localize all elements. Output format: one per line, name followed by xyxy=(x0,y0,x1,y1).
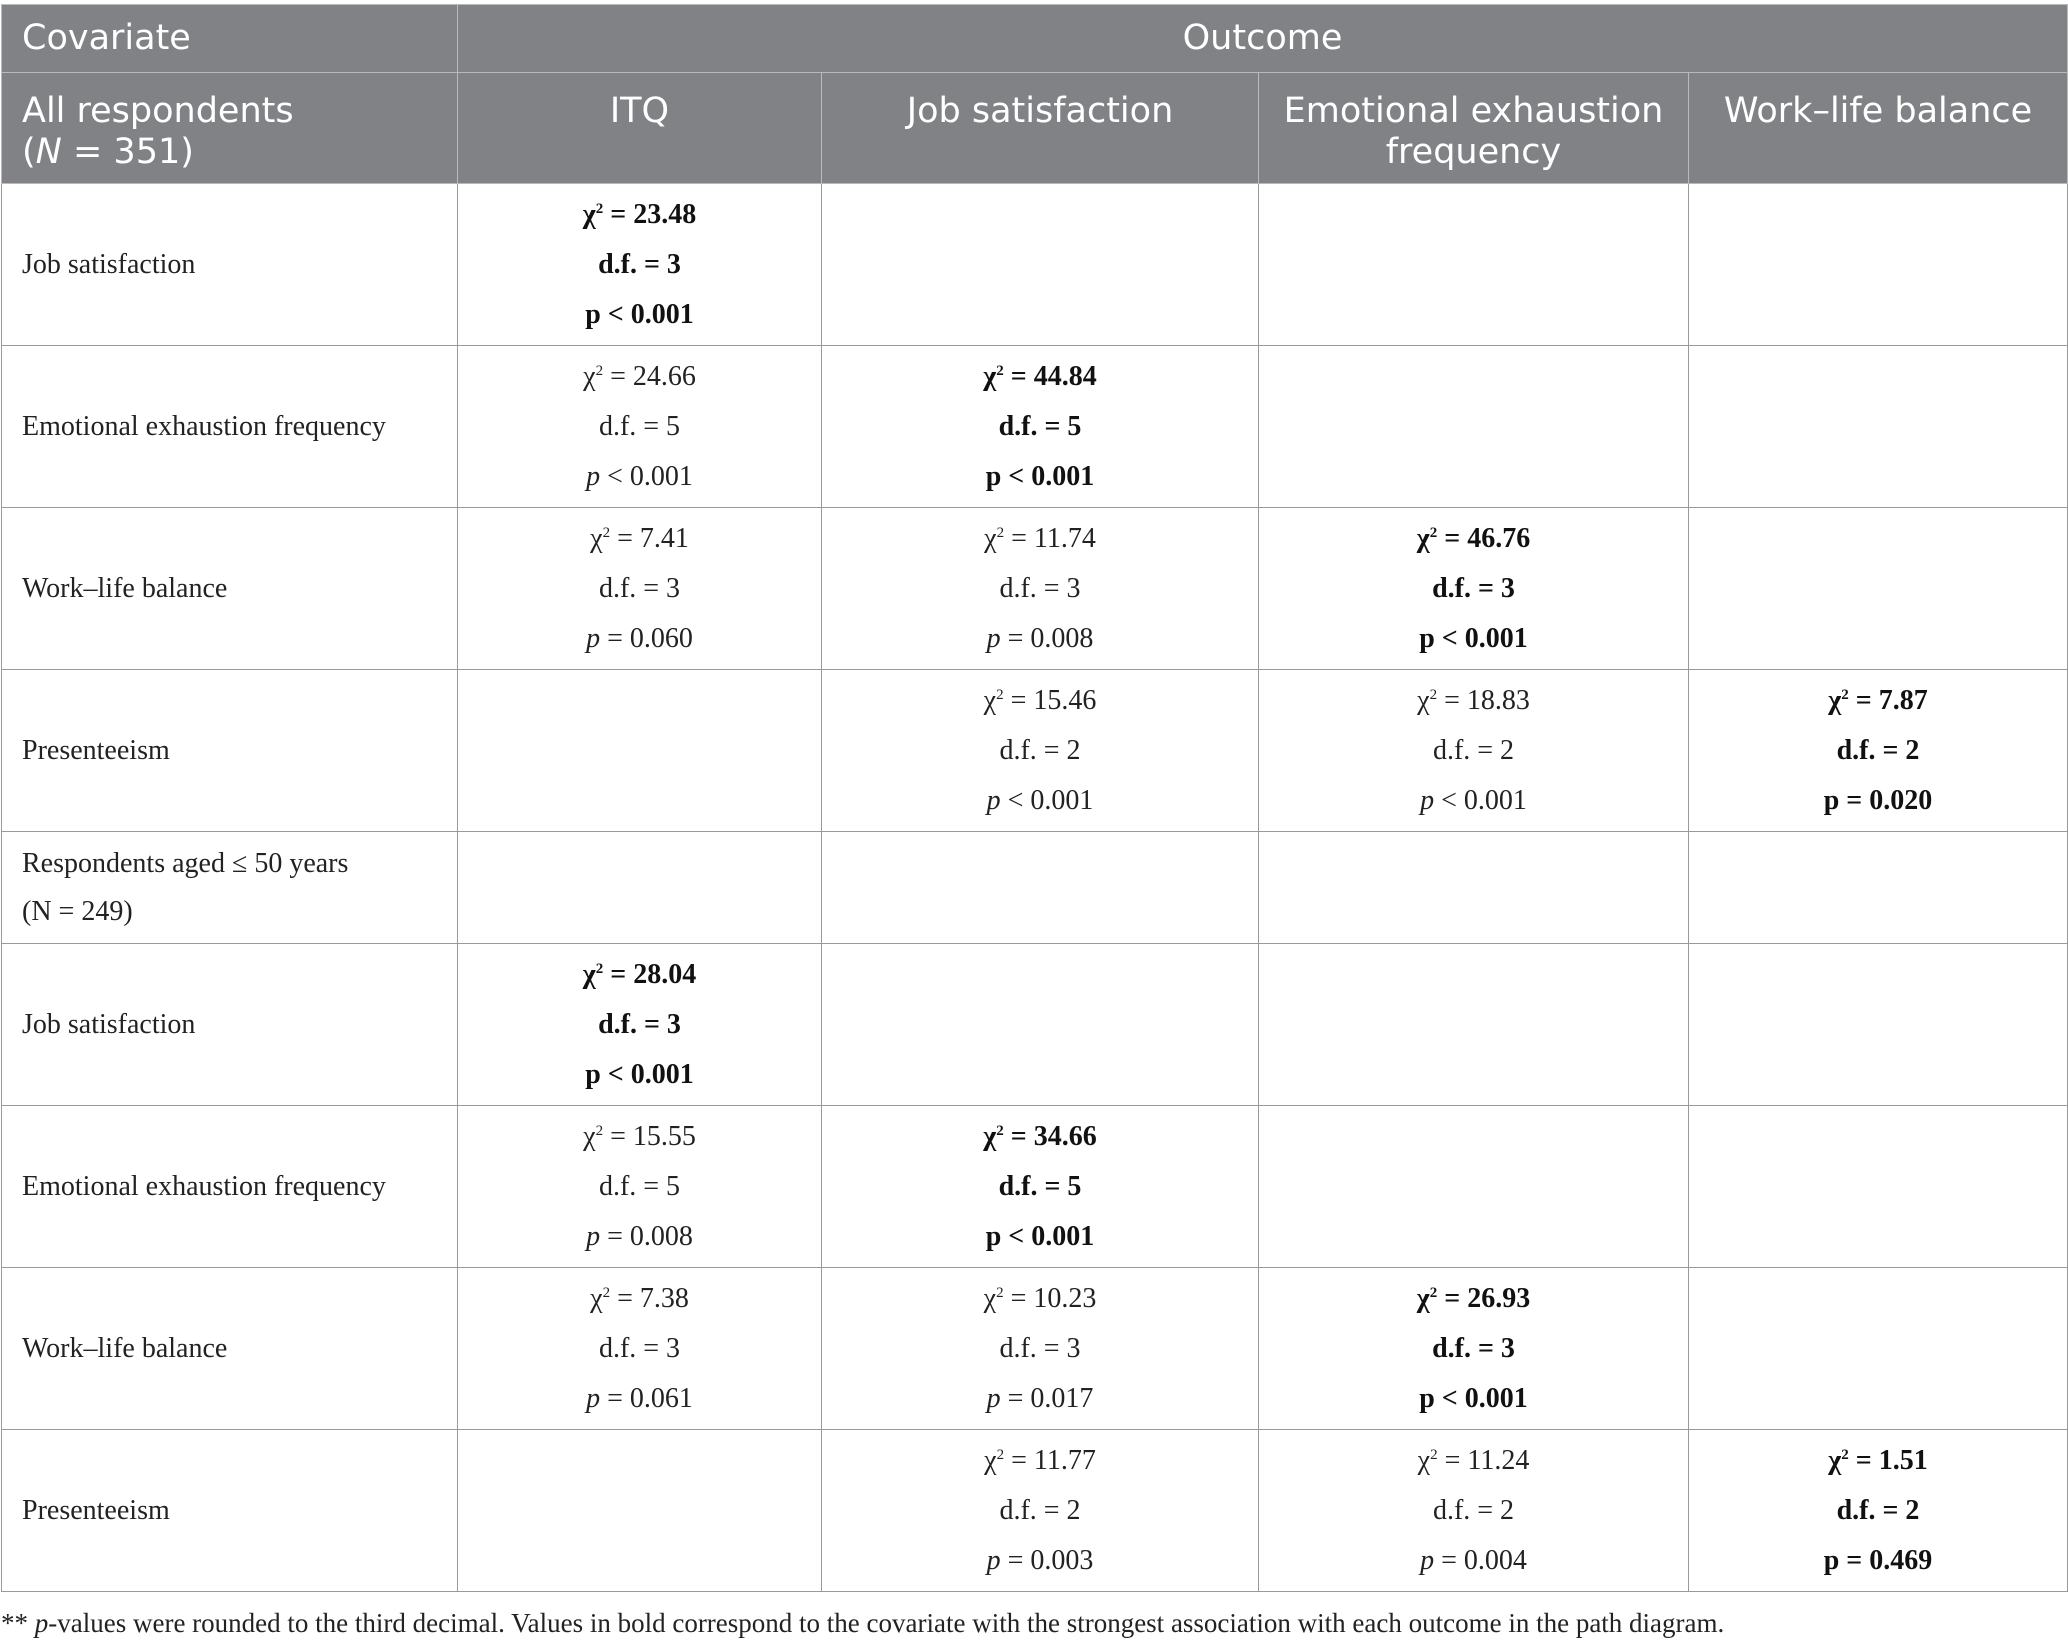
stat-cell xyxy=(458,1268,822,1430)
degrees-of-freedom: d.f. = 3 xyxy=(999,1332,1081,1364)
table-row xyxy=(2,346,2068,508)
chi-square-value: $\chi^2 = 11.74$ xyxy=(984,522,1096,554)
header-col-job-satisfaction: Job satisfaction xyxy=(822,73,1259,184)
covariate-label: Job satisfaction xyxy=(2,184,458,346)
degrees-of-freedom: d.f. = 3 xyxy=(598,1008,681,1040)
chi-square-value: $\chi^2 = 26.93$ xyxy=(1416,1282,1531,1314)
degrees-of-freedom: d.f. = 2 xyxy=(999,734,1081,766)
p-value: p = 0.469 xyxy=(1823,1544,1933,1576)
degrees-of-freedom: d.f. = 3 xyxy=(598,248,681,280)
stat-cell xyxy=(458,1106,822,1268)
empty-cell xyxy=(1689,832,2068,944)
table-row xyxy=(2,944,2068,1106)
empty-cell xyxy=(822,832,1259,944)
chi-square-value: $\chi^2 = 28.04$ xyxy=(582,958,697,990)
p-value: p = 0.020 xyxy=(1823,784,1933,816)
chi-square-value: $\chi^2 = 15.55$ xyxy=(583,1120,696,1152)
subgroup-label: Respondents aged ≤ 50 years (N = 249) xyxy=(2,832,458,944)
stat-cell xyxy=(458,508,822,670)
chi-square-value: $\chi^2 = 11.77$ xyxy=(984,1444,1096,1476)
degrees-of-freedom: d.f. = 5 xyxy=(598,1170,681,1202)
degrees-of-freedom: d.f. = 5 xyxy=(998,410,1082,442)
degrees-of-freedom: d.f. = 3 xyxy=(1432,1332,1515,1364)
empty-cell xyxy=(458,670,822,832)
p-value: p < 0.001 xyxy=(1419,622,1528,654)
subgroup-row xyxy=(2,832,2068,944)
degrees-of-freedom: d.f. = 3 xyxy=(1432,572,1515,604)
stat-cell xyxy=(822,346,1259,508)
empty-cell xyxy=(1259,1106,1689,1268)
empty-cell xyxy=(458,832,822,944)
table-row xyxy=(2,1106,2068,1268)
empty-cell xyxy=(822,184,1259,346)
stat-cell xyxy=(458,944,822,1106)
p-value: p = 0.060 xyxy=(586,622,693,654)
empty-cell xyxy=(1689,1268,2068,1430)
results-table-container xyxy=(1,4,2067,1592)
stat-cell xyxy=(1259,670,1689,832)
empty-cell xyxy=(1689,184,2068,346)
degrees-of-freedom: d.f. = 2 xyxy=(1432,1494,1515,1526)
covariate-label: Emotional exhaustion frequency xyxy=(2,346,458,508)
degrees-of-freedom: d.f. = 2 xyxy=(1836,734,1920,766)
degrees-of-freedom: d.f. = 3 xyxy=(999,572,1081,604)
group-n-symbol: N xyxy=(35,132,62,172)
header-covariate: Covariate xyxy=(2,5,458,73)
degrees-of-freedom: d.f. = 2 xyxy=(1836,1494,1920,1526)
chi-square-value: $\chi^2 = 10.23$ xyxy=(983,1282,1097,1314)
chi-square-value: $\chi^2 = 44.84$ xyxy=(983,360,1097,392)
chi-square-value: $\chi^2 = 7.41$ xyxy=(590,522,689,554)
header-outcome: Outcome xyxy=(458,5,2068,73)
p-value: p = 0.003 xyxy=(986,1544,1094,1576)
covariate-label: Work–life balance xyxy=(2,1268,458,1430)
degrees-of-freedom: d.f. = 5 xyxy=(598,410,681,442)
table-row xyxy=(2,1430,2068,1592)
p-value: p = 0.017 xyxy=(986,1382,1094,1414)
chi-square-results-table xyxy=(1,4,2068,1592)
chi-square-value: $\chi^2 = 7.87$ xyxy=(1828,684,1928,716)
stat-cell xyxy=(822,1430,1259,1592)
stat-cell xyxy=(458,184,822,346)
stat-cell xyxy=(822,508,1259,670)
covariate-label: Presenteeism xyxy=(2,670,458,832)
table-row xyxy=(2,508,2068,670)
header-group-all-respondents: All respondents (N = 351) xyxy=(2,73,458,184)
stat-cell xyxy=(822,1106,1259,1268)
table-row xyxy=(2,670,2068,832)
degrees-of-freedom: d.f. = 2 xyxy=(1432,734,1515,766)
p-value: p < 0.001 xyxy=(986,784,1094,816)
empty-cell xyxy=(1259,184,1689,346)
stat-cell xyxy=(822,1268,1259,1430)
group-label-line1: All respondents xyxy=(22,91,294,131)
stat-cell xyxy=(822,670,1259,832)
p-value: p < 0.001 xyxy=(985,1220,1095,1252)
p-value: p = 0.004 xyxy=(1420,1544,1527,1576)
empty-cell xyxy=(1259,944,1689,1106)
chi-square-value: $\chi^2 = 1.51$ xyxy=(1828,1444,1928,1476)
empty-cell xyxy=(1689,944,2068,1106)
p-value: p = 0.061 xyxy=(586,1382,693,1414)
table-row xyxy=(2,184,2068,346)
table-body xyxy=(2,184,2068,1592)
stat-cell xyxy=(458,346,822,508)
empty-cell xyxy=(458,1430,822,1592)
empty-cell xyxy=(822,944,1259,1106)
stat-cell xyxy=(1259,1430,1689,1592)
empty-cell xyxy=(1689,1106,2068,1268)
p-value: p < 0.001 xyxy=(1419,1382,1528,1414)
table-footnote: ** p-values were rounded to the third decimal. Values in bold correspond to the covariate with the strongest association with each outcome in the path diagram. xyxy=(1,1608,1725,1638)
p-value: p < 0.001 xyxy=(1420,784,1527,816)
p-value: p = 0.008 xyxy=(986,622,1094,654)
p-value: p < 0.001 xyxy=(585,1058,694,1090)
covariate-label: Work–life balance xyxy=(2,508,458,670)
chi-square-value: $\chi^2 = 34.66$ xyxy=(983,1120,1097,1152)
degrees-of-freedom: d.f. = 5 xyxy=(998,1170,1082,1202)
table-row xyxy=(2,1268,2068,1430)
p-value: p = 0.008 xyxy=(586,1220,693,1252)
p-value: p < 0.001 xyxy=(985,460,1095,492)
chi-square-value: $\chi^2 = 24.66$ xyxy=(583,360,696,392)
degrees-of-freedom: d.f. = 2 xyxy=(999,1494,1081,1526)
covariate-label: Emotional exhaustion frequency xyxy=(2,1106,458,1268)
degrees-of-freedom: d.f. = 3 xyxy=(598,1332,681,1364)
chi-square-value: $\chi^2 = 15.46$ xyxy=(983,684,1097,716)
stat-cell xyxy=(1689,1430,2068,1592)
stat-cell xyxy=(1259,1268,1689,1430)
header-col-emotional-exhaustion: Emotional exhaustion frequency xyxy=(1259,73,1689,184)
covariate-label: Job satisfaction xyxy=(2,944,458,1106)
p-value: p < 0.001 xyxy=(585,298,694,330)
chi-square-value: $\chi^2 = 46.76$ xyxy=(1416,522,1531,554)
chi-square-value: $\chi^2 = 18.83$ xyxy=(1417,684,1530,716)
header-col-work-life-balance: Work–life balance xyxy=(1689,73,2068,184)
empty-cell xyxy=(1259,832,1689,944)
stat-cell xyxy=(1689,670,2068,832)
chi-square-value: $\chi^2 = 7.38$ xyxy=(590,1282,689,1314)
chi-square-value: $\chi^2 = 11.24$ xyxy=(1417,1444,1530,1476)
header-col-itq: ITQ xyxy=(458,73,822,184)
covariate-label: Presenteeism xyxy=(2,1430,458,1592)
empty-cell xyxy=(1259,346,1689,508)
stat-cell xyxy=(1259,508,1689,670)
empty-cell xyxy=(1689,346,2068,508)
chi-square-value: $\chi^2 = 23.48$ xyxy=(582,198,697,230)
empty-cell xyxy=(1689,508,2068,670)
degrees-of-freedom: d.f. = 3 xyxy=(598,572,681,604)
p-value: p < 0.001 xyxy=(586,460,693,492)
